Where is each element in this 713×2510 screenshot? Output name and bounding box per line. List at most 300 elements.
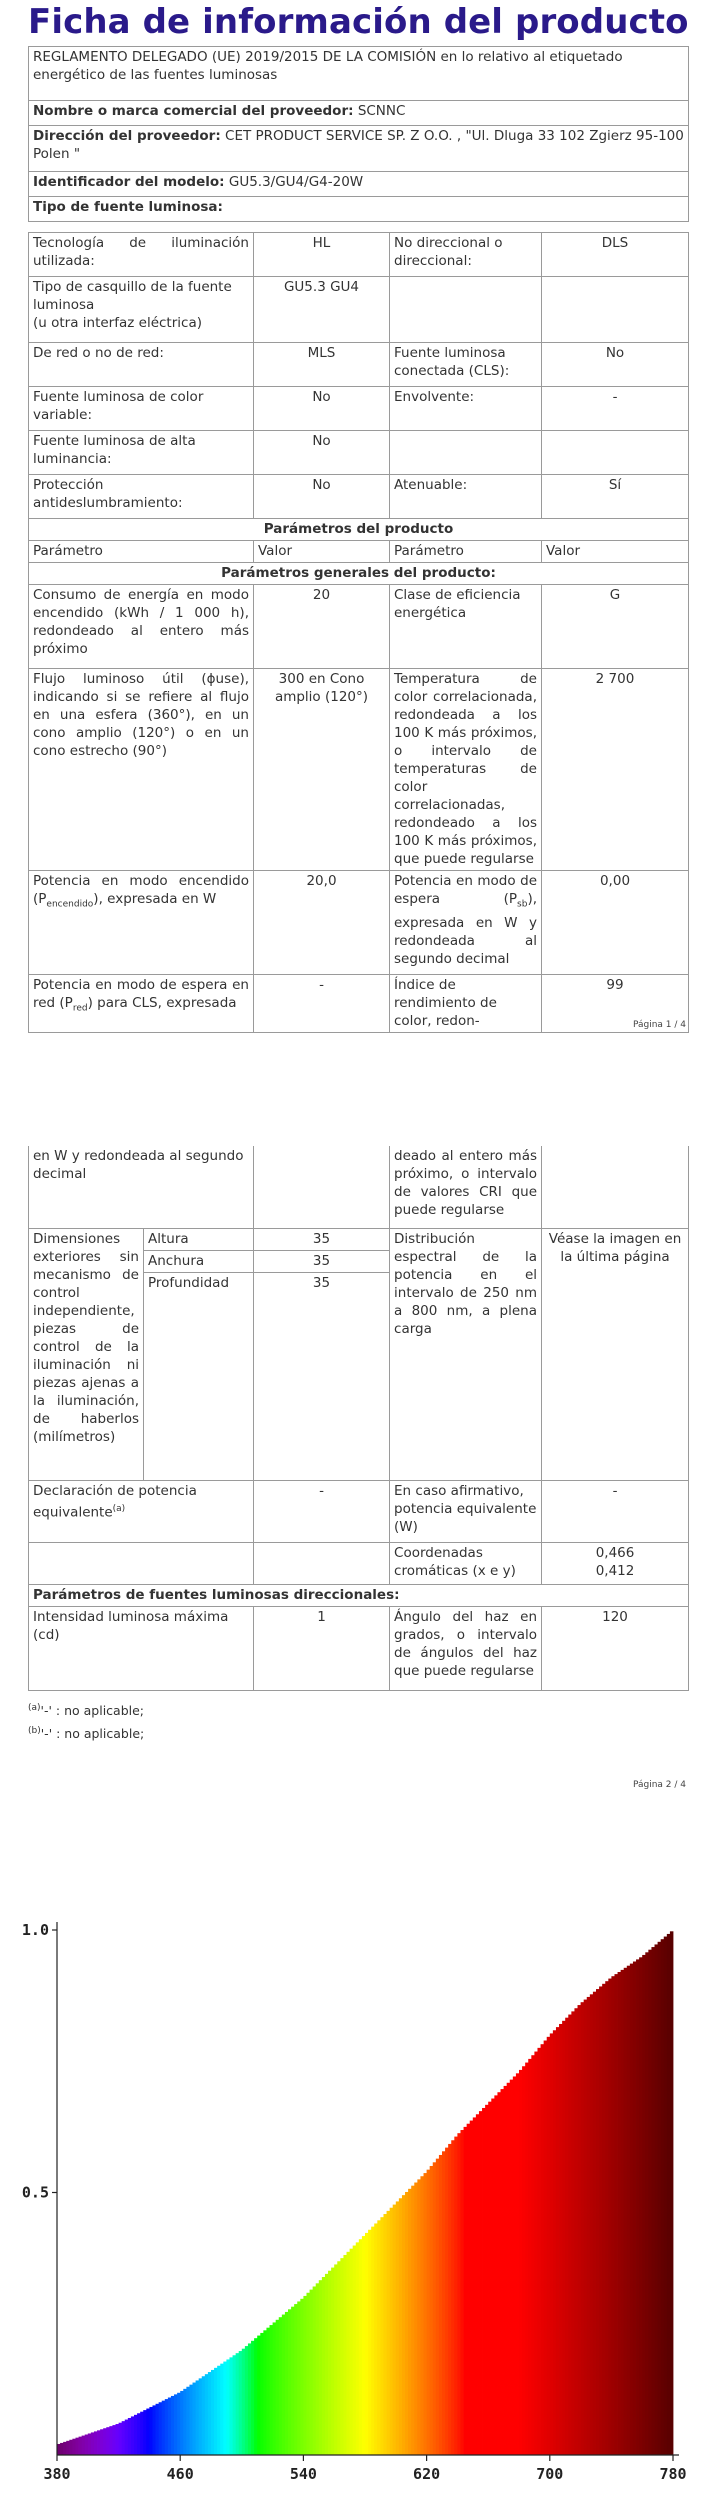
depth-value: 35 [254,1272,390,1480]
spectrum-bar [340,2258,343,2455]
spectrum-bar [322,2277,325,2455]
net-standby-value: - [254,975,390,1033]
spectrum-bar [128,2418,131,2455]
footnote-a-mark: (a) [28,1703,41,1713]
spectrum-bar [611,1976,614,2455]
spectrum-bar [547,2037,550,2455]
high-luminance-label: Fuente luminosa de alta luminancia: [29,431,254,475]
spectrum-bar [109,2426,112,2455]
spectrum-bar [417,2179,420,2455]
spectrum-bar [257,2336,260,2455]
equiv-label-text: Declaración de potencia equivalente [33,1482,197,1520]
cap-label: Tipo de casquillo de la fuente luminosa [33,279,232,313]
dimensions-label: Dimensiones exteriores sin mecanismo de control independiente, piezas de control de la iluminación ni piezas ajenas a la iluminación, de haberlos (milímetros) [29,1228,144,1480]
spectrum-bar [168,2398,171,2455]
power-on-sub: encendido [46,899,94,910]
spectrum-bar [602,1984,605,2455]
spectrum-bar [488,2102,491,2455]
footnote-b [28,1721,144,1744]
spectrum-bar [587,1997,590,2455]
spectrum-bar [112,2425,115,2455]
efficiency-class-label: Clase de eficiencia energética [390,585,542,669]
spectrum-bar [152,2405,155,2455]
spectrum-bar [316,2283,319,2455]
spectrum-bar [618,1972,621,2455]
envelope-value: - [542,387,689,431]
spectrum-bar [541,2044,544,2455]
spectrum-bar [350,2249,353,2455]
cri-cont: deado al entero más próximo, o intervalo de valores CRI que puede regularse [390,1146,542,1228]
colour-label: Fuente luminosa de color variable: [29,387,254,431]
spectrum-bar [202,2376,205,2455]
spectrum-bar [420,2176,423,2455]
spectrum-bar [565,2018,568,2455]
spectrum-bar [556,2027,559,2455]
spectrum-bar [371,2227,374,2455]
flux-value: 300 en Cono amplio (120°) [254,669,390,871]
spectrum-bar [568,2015,571,2455]
supplier-brand-row [29,101,689,126]
spectrum-bar [146,2409,149,2455]
net-standby-cont: en W y redondeada al segundo decimal [29,1146,254,1228]
col-value-2: Valor [542,541,689,563]
net-standby-label [29,975,254,1033]
spectrum-bar [605,1981,608,2455]
regulation-text: REGLAMENTO DELEGADO (UE) 2019/2015 DE LA COMISIÓN en lo relativo al etiquetado energético de las fuentes luminosas [29,47,689,101]
header-info-table [28,46,689,222]
spectrum-bar [288,2309,291,2455]
equiv-sup: (a) [112,1503,126,1514]
spectrum-bar [636,1959,639,2455]
spectrum-bar [460,2130,463,2455]
spectrum-bar [479,2111,482,2455]
x-tick-label: 700 [536,2465,564,2483]
beam-label: Ángulo del haz en grados, o intervalo de ángulos del haz que puede regularse [390,1606,542,1690]
spectrum-bar [383,2214,386,2455]
spectrum-bar [534,2052,537,2455]
spectrum-bar [581,2002,584,2455]
spectrum-bar [621,1970,624,2455]
net-standby-label-a: Potencia en modo de espera en red (P [33,977,249,1011]
spectrum-bar [467,2124,470,2455]
spectrum-bar [116,2424,119,2455]
spectrum-bar [186,2387,189,2455]
spectrum-bar [584,2000,587,2455]
equiv-yes-label: En caso afirmativo, potencia equivalente (W) [390,1480,542,1542]
spectrum-bar [334,2264,337,2455]
spectrum-bar [245,2346,248,2455]
spectrum-bar [574,2008,577,2455]
spectrum-bar [276,2320,279,2455]
spectrum-bar [537,2048,540,2455]
col-param-1: Parámetro [29,541,254,563]
spectrum-bar [457,2133,460,2455]
spectrum-bar [464,2127,467,2455]
spectrum-bar [667,1934,670,2455]
spectrum-bar [239,2351,242,2455]
standby-sub: sb [517,899,528,910]
spectral-distribution-chart [0,1905,713,2495]
spectrum-bar [63,2442,66,2455]
intensity-value: 1 [254,1606,390,1690]
cct-value: 2 700 [542,669,689,871]
depth-label: Profundidad [144,1272,254,1480]
directional-label: No direccional o direccional: [390,233,542,277]
cap-label-2: (u otra interfaz eléctrica) [33,315,202,331]
spectrum-bar [424,2173,427,2455]
x-tick-label: 460 [166,2465,194,2483]
spectrum-bar [177,2393,180,2455]
spectrum-bar [303,2296,306,2455]
x-tick-label: 540 [289,2465,317,2483]
spectrum-bar [399,2198,402,2455]
y-tick-label: 1.0 [21,1921,49,1939]
product-params-header: Parámetros del producto [29,519,689,541]
equiv-yes-value: - [542,1480,689,1542]
power-on-label-b: ), expresada en W [93,891,217,907]
spectrum-bar [97,2430,100,2455]
spectrum-bar [448,2144,451,2455]
spectrum-bar [497,2092,500,2455]
col-param-2: Parámetro [390,541,542,563]
spectrum-bar [531,2055,534,2455]
spd-value: Véase la imagen en la última página [542,1228,689,1480]
mains-label: De red o no de red: [29,343,254,387]
spectrum-bar [374,2223,377,2455]
tech-label: Tecnología de iluminación utilizada: [29,233,254,277]
spectrum-bar [328,2271,331,2455]
footnote-a [28,1698,144,1721]
spectrum-bar [119,2423,122,2455]
spectrum-bar [214,2368,217,2455]
spectrum-bar [205,2374,208,2455]
glare-value: No [254,475,390,519]
spectrum-bar [134,2415,137,2455]
spectrum-bar [655,1944,658,2455]
spectrum-bar [94,2431,97,2455]
spectrum-bar [454,2137,457,2455]
spectrum-bar [223,2362,226,2455]
spectrum-bar [670,1931,673,2455]
spectrum-bar [596,1989,599,2455]
page-1 [0,0,713,1040]
spectrum-bar [72,2439,75,2455]
spectrum-bar [159,2402,162,2455]
flux-label: Flujo luminoso útil (ɸuse), indicando si se refiere al flujo en una esfera (360°), en un cono amplio (120°) o en un cono estrecho (90°) [29,669,254,871]
spectrum-bar [251,2341,254,2455]
spectrum-bar [343,2255,346,2455]
spectrum-bar [525,2063,528,2455]
spectrum-bar [266,2328,269,2455]
page-number-1: Página 1 / 4 [632,1020,686,1030]
standby-label-a: Potencia en modo de espera (P [394,873,537,907]
spectrum-bar [639,1957,642,2455]
cap-value: GU5.3 GU4 [254,277,390,343]
spectrum-bar [559,2024,562,2455]
spectrum-bar [658,1942,661,2455]
envelope-label: Envolvente: [390,387,542,431]
cls-value: No [542,343,689,387]
spectrum-bars [57,1931,673,2455]
spectrum-bar [642,1955,645,2455]
spectrum-bar [325,2274,328,2455]
spectrum-bar [211,2370,214,2455]
spectrum-bar [331,2268,334,2455]
spectrum-bar [270,2325,273,2455]
spectrum-bar [651,1947,654,2455]
spectrum-bar [485,2105,488,2455]
spectrum-bar [504,2086,507,2455]
spectrum-bar [140,2412,143,2455]
spectrum-bar [82,2436,85,2455]
spectrum-bar [359,2239,362,2455]
page-title: Ficha de información del producto [28,2,689,42]
spectrum-bar [149,2407,152,2455]
page-2 [0,1130,713,1830]
spectrum-bar [402,2195,405,2455]
spectrum-bar [165,2399,168,2455]
spectrum-bar [79,2437,82,2455]
tech-value: HL [254,233,390,277]
efficiency-class-value: G [542,585,689,669]
spectrum-bar [501,2089,504,2455]
cct-label: Temperatura de color correlacionada, redondeada a los 100 K más próximos, o intervalo de temperaturas de color correlacionadas, redondeado a los 100 K más próximos, que puede regularse [390,669,542,871]
spectrum-bar [494,2095,497,2455]
spectrum-bar [217,2366,220,2455]
equiv-label [29,1480,254,1542]
supplier-address-row [29,126,689,172]
net-standby-sub: red [72,1003,88,1014]
spectrum-bar [436,2159,439,2455]
spectrum-bar [491,2099,494,2455]
spectrum-bar [507,2083,510,2455]
spectrum-bar [365,2233,368,2455]
spectrum-bar [85,2435,88,2455]
spectrum-bar [544,2041,547,2455]
spectrum-bar [624,1968,627,2455]
net-standby-label-b: ) para CLS, expresada [87,995,237,1011]
spectrum-bar [294,2304,297,2455]
spectrum-bar [337,2261,340,2455]
cls-label: Fuente luminosa conectada (CLS): [390,343,542,387]
spectrum-bar [66,2441,69,2455]
cap-label-cell [29,277,254,343]
spectrum-bar [590,1994,593,2455]
spectrum-bar [482,2108,485,2455]
spectrum-bar [125,2420,128,2455]
spectrum-bar [106,2427,109,2455]
energy-value: 20 [254,585,390,669]
spectrum-bar [260,2333,263,2455]
spectrum-bar [387,2211,390,2455]
spectrum-bar [310,2290,313,2455]
spectrum-bar [196,2380,199,2455]
spectrum-bar [60,2443,63,2455]
supplier-brand-value: SCNNC [357,103,406,119]
intensity-label: Intensidad luminosa máxima (cd) [29,1606,254,1690]
spectrum-bar [208,2372,211,2455]
power-on-label-a: Potencia en modo encendido (P [33,873,249,907]
spectrum-bar [162,2401,165,2455]
spectrum-bar [362,2236,365,2455]
spectrum-bar [282,2315,285,2455]
spectrum-bar [408,2189,411,2455]
cri-label: Índice de rendimiento de color, redon- [390,975,542,1033]
spectrum-bar [627,1966,630,2455]
spectrum-bar [263,2330,266,2455]
width-label: Anchura [144,1250,254,1272]
spectrum-bar [137,2413,140,2455]
spectrum-bar [553,2030,556,2455]
spectrum-bar [91,2432,94,2455]
chroma-y: 0,412 [595,1562,635,1579]
colour-value: No [254,387,390,431]
spectrum-bar [571,2011,574,2455]
spectrum-bar [143,2410,146,2455]
beam-value: 120 [542,1606,689,1690]
spectrum-bar [174,2394,177,2455]
spectrum-bar [608,1979,611,2455]
spectrum-bar [522,2066,525,2455]
spectrum-bar [550,2033,553,2455]
spectrum-bar [291,2307,294,2455]
spectrum-bar [451,2140,454,2455]
directional-params-header: Parámetros de fuentes luminosas direccionales: [29,1584,689,1606]
x-tick-label: 380 [43,2465,71,2483]
spectrum-bar [476,2114,479,2455]
spectrum-bar [69,2440,72,2455]
params-continued-table [28,1146,689,1691]
spectrum-bar [189,2385,192,2455]
spectrum-bar [578,2005,581,2455]
footnote-b-text: '-' : no aplicable; [40,1726,145,1742]
spectrum-bar [390,2208,393,2455]
glare-label: Protección antideslumbramiento: [29,475,254,519]
spectrum-bar [562,2021,565,2455]
spectrum-bar [599,1986,602,2455]
spectrum-bar [439,2155,442,2455]
y-tick-label: 0.5 [21,2183,49,2202]
light-source-type-heading: Tipo de fuente luminosa: [29,197,689,222]
spectrum-bar [300,2299,303,2455]
spectrum-bar [368,2230,371,2455]
spectrum-bar [645,1952,648,2455]
spectrum-bar [528,2059,531,2455]
x-tick-label: 780 [659,2465,687,2483]
spectrum-bar [396,2201,399,2455]
spectrum-bar [233,2355,236,2455]
supplier-address-label: Dirección del proveedor: [33,128,221,144]
spectrum-bar [122,2421,125,2455]
spectrum-bar [156,2404,159,2455]
col-value-1: Valor [254,541,390,563]
spectrum-bar [100,2429,103,2455]
spectrum-bar [103,2428,106,2455]
power-on-label [29,871,254,975]
energy-label: Consumo de energía en modo encendido (kWh / 1 000 h), redondeado al entero más próximo [29,585,254,669]
spectrum-bar [353,2246,356,2455]
high-luminance-value: No [254,431,390,475]
spectrum-bar [285,2312,288,2455]
spectrum-bar [433,2162,436,2455]
spectrum-bar [380,2217,383,2455]
spectrum-bar [661,1939,664,2455]
spectrum-bar [248,2343,251,2455]
spectrum-bar [306,2293,309,2455]
page-number-2: Página 2 / 4 [632,1780,686,1790]
spectrum-bar [414,2183,417,2455]
spectrum-bar [183,2389,186,2455]
spectrum-bar [633,1962,636,2456]
spectrum-bar [236,2353,239,2455]
height-value: 35 [254,1228,390,1250]
spectrum-bar [473,2117,476,2455]
spectrum-bar [171,2396,174,2455]
spectrum-bar [393,2205,396,2455]
spectrum-bar [279,2317,282,2455]
spectrum-bar [405,2192,408,2455]
model-row [29,172,689,197]
spectrum-bar [430,2166,433,2455]
spectrum-bar [411,2186,414,2455]
cri-value: 99 [542,975,689,1033]
spectrum-bar [593,1992,596,2455]
spectrum-bar [516,2073,519,2455]
spectrum-bar [648,1950,651,2455]
chroma-values [542,1542,689,1584]
spectrum-bar [75,2438,78,2455]
spectrum-bar [229,2357,232,2455]
supplier-address-value: CET PRODUCT SERVICE SP. Z O.O. , "Ul. Dluga 33 102 Zgierz 95-100 Polen " [33,128,684,162]
spectrum-bar [470,2121,473,2455]
footnotes [28,1698,144,1744]
spectrum-bar [242,2349,245,2455]
x-tick-label: 620 [413,2465,441,2483]
spectrum-bar [630,1964,633,2455]
height-label: Altura [144,1228,254,1250]
spectrum-bar [88,2433,91,2455]
spectrum-bar [664,1937,667,2455]
model-label: Identificador del modelo: [33,174,225,190]
width-value: 35 [254,1250,390,1272]
supplier-brand-label: Nombre o marca comercial del proveedor: [33,103,354,119]
spectrum-bar [180,2391,183,2455]
spectrum-bar [273,2322,276,2455]
spectrum-bar [319,2280,322,2455]
spectrum-bar [356,2242,359,2455]
chroma-x: 0,466 [595,1544,635,1561]
light-source-table [28,232,689,1033]
spectrum-bar [510,2080,513,2455]
model-value: GU5.3/GU4/G4-20W [228,174,364,190]
power-on-value: 20,0 [254,871,390,975]
spectrum-bar [297,2301,300,2455]
standby-label [390,871,542,975]
spectrum-bar [427,2170,430,2455]
spectrum-bar [442,2151,445,2455]
directional-value: DLS [542,233,689,277]
spectrum-bar [131,2416,134,2455]
dimmable-label: Atenuable: [390,475,542,519]
standby-value: 0,00 [542,871,689,975]
dimmable-value: Sí [542,475,689,519]
standby-label-b: ), expresada en W y redondeada al segundo decimal [394,891,537,967]
equiv-value: - [254,1480,390,1542]
spectrum-bar [445,2148,448,2455]
footnote-a-text: '-' : no aplicable; [40,1703,145,1719]
spectrum-bar [377,2220,380,2455]
spectrum-bar [519,2070,522,2455]
